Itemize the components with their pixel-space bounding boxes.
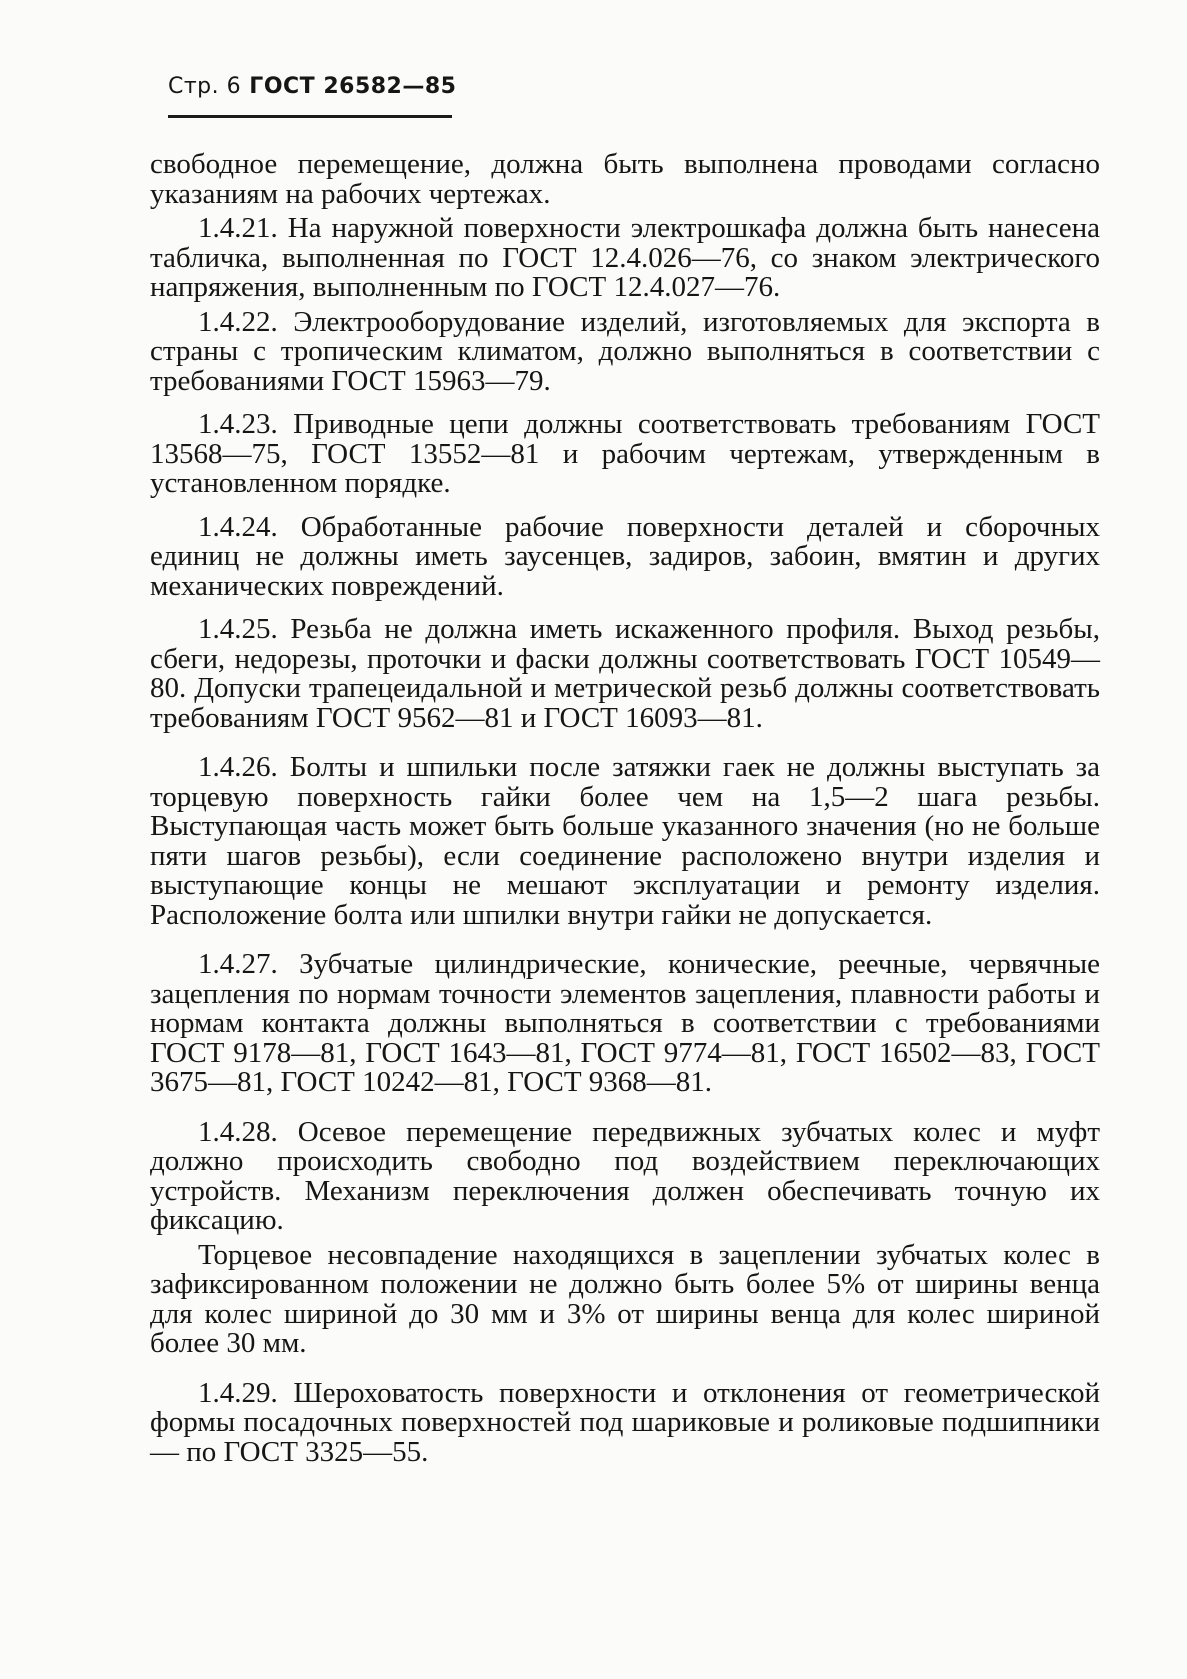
paragraph-misalignment: Торцевое несовпадение находящихся в зацеплении зубчатых колес в зафиксированном положении не должно быть более 5% от ширины венца для колес шириной до 30 мм и 3% от ширины венца для колес шириной более 30 мм. bbox=[150, 1238, 1100, 1359]
paragraph-1-4-21: 1.4.21. На наружной поверхности электрошкафа должна быть нанесена табличка, выполненная по ГОСТ 12.4.026—76, со знаком электрического напряжения, выполненным по ГОСТ 12.4.027—76. bbox=[150, 212, 1100, 303]
paragraph-1-4-24: 1.4.24. Обработанные рабочие поверхности деталей и сборочных единиц не должны иметь заусенцев, задиров, забоин, вмятин и других механических повреждений. bbox=[150, 510, 1100, 602]
paragraph-1-4-26: 1.4.26. Болты и шпильки после затяжки гаек не должны выступать за торцевую поверхность гайки более чем на 1,5—2 шага резьбы. Выступающая часть может быть больше указанного значения (но не больше пяти шагов резьбы), если соединение расположено внутри изделия и выступающие концы не мешают эксплуатации и ремонту изделия. Расположение болта или шпилки внутри гайки не допускается. bbox=[150, 751, 1100, 931]
standard-number: ГОСТ 26582—85 bbox=[249, 74, 457, 99]
document-body bbox=[150, 150, 1100, 1472]
paragraph-continuation: свободное перемещение, должна быть выполнена проводами согласно указаниям на рабочих чертежах. bbox=[150, 148, 1100, 210]
page-header bbox=[168, 74, 457, 99]
paragraph-1-4-23: 1.4.23. Приводные цепи должны соответствовать требованиям ГОСТ 13568—75, ГОСТ 13552—81 и рабочим чертежам, утвержденным в установленном порядке. bbox=[150, 408, 1100, 499]
paragraph-1-4-22: 1.4.22. Электрооборудование изделий, изготовляемых для экспорта в страны с тропическим климатом, должно выполняться в соответствии с требованиями ГОСТ 15963—79. bbox=[150, 305, 1100, 397]
paragraph-1-4-28: 1.4.28. Осевое перемещение передвижных зубчатых колес и муфт должно происходить свободно под воздействием переключающих устройств. Механизм переключения должен обеспечивать точную их фиксацию. bbox=[150, 1115, 1100, 1236]
paragraph-1-4-25: 1.4.25. Резьба не должна иметь искаженного профиля. Выход резьбы, сбеги, недорезы, проточки и фаски должны соответствовать ГОСТ 10549—80. Допуски трапецеидальной и метрической резьб должны соответствовать требованиям ГОСТ 9562—81 и ГОСТ 16093—81. bbox=[150, 613, 1100, 734]
header-underline bbox=[168, 115, 452, 118]
paragraph-1-4-29: 1.4.29. Шероховатость поверхности и отклонения от геометрической формы посадочных поверхностей под шариковые и роликовые подшипники— по ГОСТ 3325—55. bbox=[150, 1376, 1100, 1468]
page-number-label: Стр. 6 bbox=[168, 74, 242, 99]
paragraph-1-4-27: 1.4.27. Зубчатые цилиндрические, конические, реечные, червячные зацепления по нормам точности элементов зацепления, плавности работы и нормам контакта должны выполняться в соответствии с требованиями ГОСТ 9178—81, ГОСТ 1643—81, ГОСТ 9774—81, ГОСТ 16502—83, ГОСТ 3675—81, ГОСТ 10242—81, ГОСТ 9368—81. bbox=[150, 948, 1100, 1098]
